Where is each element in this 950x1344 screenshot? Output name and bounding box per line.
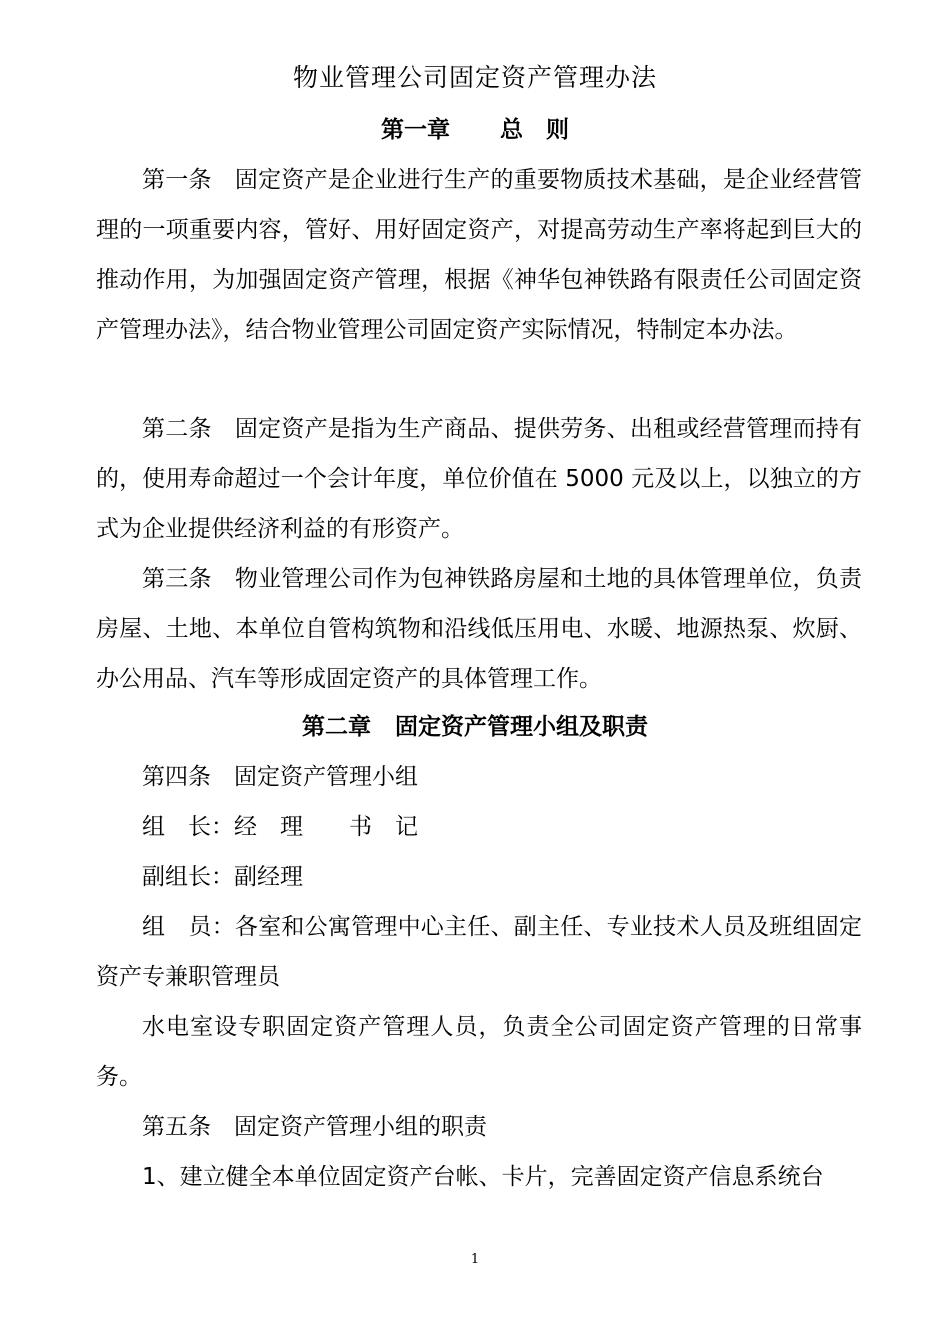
article-3: 第三条 物业管理公司作为包神铁路房屋和土地的具体管理单位，负责房屋、土地、本单位自管构筑物和沿线低压用电、水暖、地源热泵、炊厨、办公用品、汽车等形成固定资产的具体管理工作。: [96, 566, 862, 692]
article-2: 第二条 固定资产是指为生产商品、提供劳务、出租或经营管理而持有的，使用寿命超过一个会计年度，单位价值在 5000 元及以上，以独立的方式为企业提供经济利益的有形资产。: [96, 416, 862, 542]
staff-note: 水电室设专职固定资产管理人员，负责全公司固定资产管理的日常事务。: [96, 1014, 862, 1090]
chapter-label: 第一章: [381, 117, 450, 143]
article-1: 第一条 固定资产是企业进行生产的重要物质技术基础，是企业经营管理的一项重要内容，管好、用好固定资产，对提高劳动生产率将起到巨大的推动作用，为加强固定资产管理，根据《神华包神铁路有限责任公司固定资产管理办法》，结合物业管理公司固定资产实际情况，特制定本办法。: [96, 167, 862, 343]
group-leader-line: 组 长：经 理 书 记: [142, 814, 418, 840]
chapter-heading-1: [0, 110, 950, 150]
chapter-label: 第二章: [302, 714, 371, 740]
chapter-name: 总 则: [500, 117, 569, 143]
duty-item-1: 1、建立健全本单位固定资产台帐、卡片，完善固定资产信息系统台: [142, 1164, 824, 1190]
article-5: 第五条 固定资产管理小组的职责: [142, 1114, 487, 1140]
deputy-leader-line: 副组长：副经理: [142, 864, 303, 890]
chapter-name: 固定资产管理小组及职责: [395, 714, 648, 740]
group-members-line: 组 员：各室和公寓管理中心主任、副主任、专业技术人员及班组固定资产专兼职管理员: [96, 914, 862, 990]
document-title: 物业管理公司固定资产管理办法: [292, 63, 657, 92]
page-number: 1: [470, 1252, 480, 1267]
article-4: 第四条 固定资产管理小组: [142, 764, 418, 790]
chapter-heading-2: [0, 707, 950, 747]
